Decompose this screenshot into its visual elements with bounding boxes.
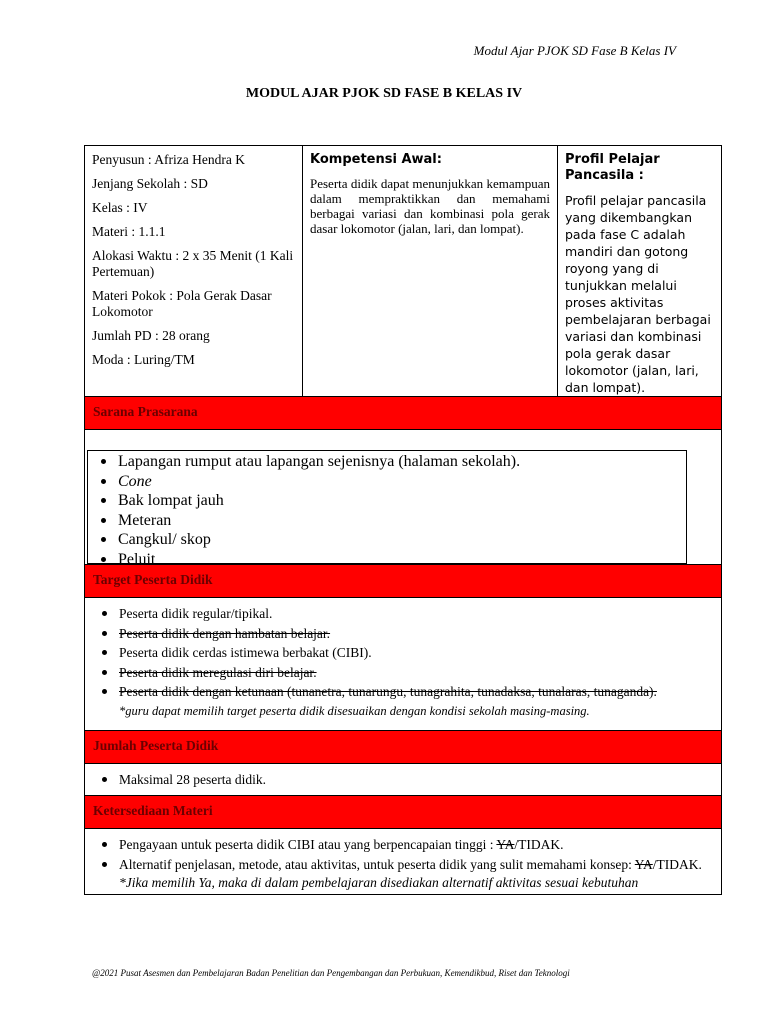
footer-copyright: @2021 Pusat Asesmen dan Pembelajaran Badan Penelitian dan Pengembangan dan Perbukuan, Kemendikbud, Riset dan Teknologi xyxy=(92,968,570,978)
list-item xyxy=(93,855,713,875)
list-item: Meteran xyxy=(92,511,682,531)
ketersediaan-section xyxy=(85,829,721,894)
kompetensi-heading: Kompetensi Awal: xyxy=(310,152,442,167)
jumlah-pd: Jumlah PD : 28 orang xyxy=(92,328,210,343)
materi-pokok: Materi Pokok : Pola Gerak Dasar Lokomotor xyxy=(92,288,272,319)
list-item: Maksimal 28 peserta didik. xyxy=(93,770,713,790)
sarana-list xyxy=(92,452,682,569)
alokasi-waktu: Alokasi Waktu : 2 x 35 Menit (1 Kali Pertemuan) xyxy=(92,248,294,279)
alternatif-text: Alternatif penjelasan, metode, atau aktivitas, untuk peserta didik yang sulit memahami konsep: xyxy=(119,856,635,872)
list-item: Cangkul/ skop xyxy=(92,530,682,550)
jumlah-section xyxy=(85,764,721,796)
sarana-heading: Sarana Prasarana xyxy=(85,396,721,430)
sarana-box xyxy=(87,450,687,568)
list-item: Bak lompat jauh xyxy=(92,491,682,511)
profil-text: Profil pelajar pancasila yang dikembangkan pada fase C adalah mandiri dan gotong royong yang di tunjukkan melalui proses aktivitas pembelajaran berbagai variasi dan kombinasi pola gerak dasar lokomotor (jalan, lari, dan lompat). xyxy=(565,193,711,395)
jumlah-heading: Jumlah Peserta Didik xyxy=(85,730,721,764)
target-list xyxy=(93,604,713,702)
list-item: Peserta didik meregulasi diri belajar. xyxy=(93,663,713,683)
list-item: Peserta didik dengan hambatan belajar. xyxy=(93,624,713,644)
list-item: Cone xyxy=(92,472,682,492)
materi: Materi : 1.1.1 xyxy=(92,224,166,239)
page-title: MODUL AJAR PJOK SD FASE B KELAS IV xyxy=(245,86,523,101)
ketersediaan-heading: Ketersediaan Materi xyxy=(85,795,721,829)
pengayaan-text: Pengayaan untuk peserta didik CIBI atau yang berpencapaian tinggi : xyxy=(119,837,497,852)
penyusun: Penyusun : Afriza Hendra K xyxy=(92,152,245,167)
ketersediaan-note: *Jika memilih Ya, maka di dalam pembelajaran disediakan alternatif aktivitas sesuai kebutuhan xyxy=(119,875,639,890)
identity-column xyxy=(85,146,303,396)
module-table xyxy=(84,145,722,895)
moda: Moda : Luring/TM xyxy=(92,352,195,367)
list-item: Peserta didik regular/tipikal. xyxy=(93,604,713,624)
ya-option: YA xyxy=(496,837,515,852)
ketersediaan-list xyxy=(93,835,713,874)
kelas: Kelas : IV xyxy=(92,200,148,215)
kompetensi-text: Peserta didik dapat menunjukkan kemampuan dalam mempraktikkan dan memahami berbagai variasi dan kombinasi pola gerak dasar lokomotor (jalan, lari, dan lompat). xyxy=(310,176,550,236)
sarana-section xyxy=(85,430,721,568)
profil-column xyxy=(558,146,721,396)
list-item: Lapangan rumput atau lapangan sejenisnya (halaman sekolah). xyxy=(92,452,682,472)
profil-heading: Profil Pelajar Pancasila : xyxy=(565,152,660,183)
kompetensi-column xyxy=(303,146,558,396)
target-heading: Target Peserta Didik xyxy=(85,564,721,598)
target-note: *guru dapat memilih target peserta didik disesuaikan dengan kondisi sekolah masing-masing. xyxy=(119,703,590,718)
jenjang-sekolah: Jenjang Sekolah : SD xyxy=(92,176,208,191)
jumlah-list xyxy=(93,770,713,790)
ya-option: YA xyxy=(634,856,653,872)
tidak-option: /TIDAK. xyxy=(514,837,564,852)
identity-row xyxy=(85,146,721,396)
running-header: Modul Ajar PJOK SD Fase B Kelas IV xyxy=(473,43,676,58)
target-section xyxy=(85,598,721,730)
list-item: Peluit xyxy=(92,550,682,570)
list-item xyxy=(93,835,713,855)
tidak-option: /TIDAK. xyxy=(652,856,702,872)
list-item: Peserta didik dengan ketunaan (tunanetra, tunarungu, tunagrahita, tunadaksa, tunalaras, tunaganda). xyxy=(93,682,713,702)
list-item: Peserta didik cerdas istimewa berbakat (CIBI). xyxy=(93,643,713,663)
